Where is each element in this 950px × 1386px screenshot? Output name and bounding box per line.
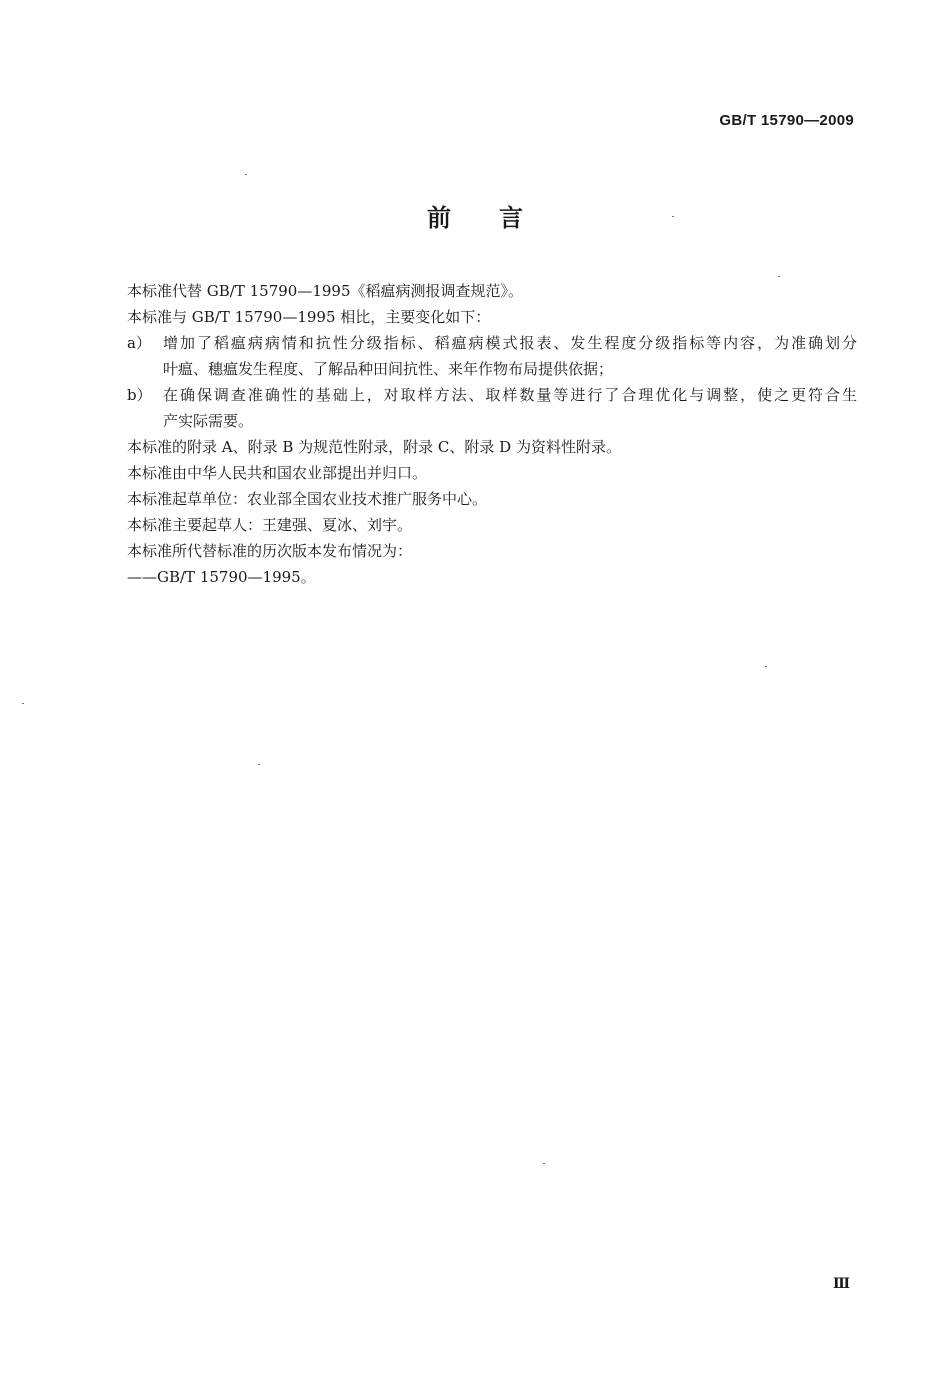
list-item-b-line-2: 产实际需要。: [163, 412, 254, 430]
paragraph-drafters: 本标准主要起草人：王建强、夏冰、刘宇。: [127, 516, 413, 534]
list-item-b: [127, 382, 857, 434]
scan-speck: [778, 276, 780, 277]
list-marker-b: b）: [127, 386, 152, 404]
paragraph-proposer: 本标准由中华人民共和国农业部提出并归口。: [127, 464, 428, 482]
scan-speck: [258, 764, 260, 765]
page-number: Ⅲ: [832, 1276, 850, 1292]
list-item-a-line-1: 增加了稻瘟病病情和抗性分级指标、稻瘟病模式报表、发生程度分级指标等内容，为准确划分: [163, 334, 857, 352]
foreword-body: [127, 278, 857, 590]
scan-speck: [672, 216, 674, 217]
list-item-a-line-2: 叶瘟、穗瘟发生程度、了解品种田间抗性、来年作物布局提供依据；: [163, 360, 614, 378]
standard-number: GB/T 15790—2009: [719, 112, 854, 129]
scan-speck: [543, 1163, 545, 1164]
paragraph-replaces: 本标准代替 GB/T 15790—1995《稻瘟病测报调查规范》。: [127, 282, 523, 300]
scan-speck: [22, 703, 24, 704]
paragraph-drafting-unit: 本标准起草单位：农业部全国农业技术推广服务中心。: [127, 490, 488, 508]
list-item-b-line-1: 在确保调查准确性的基础上，对取样方法、取样数量等进行了合理优化与调整，使之更符合生: [163, 386, 857, 404]
paragraph-history-item: ——GB/T 15790—1995。: [127, 568, 316, 586]
list-item-a: [127, 330, 857, 382]
paragraph-annexes: 本标准的附录 A、附录 B 为规范性附录，附录 C、附录 D 为资料性附录。: [127, 438, 621, 456]
list-marker-a: a）: [127, 334, 151, 352]
scan-speck: [765, 666, 767, 667]
paragraph-changes-intro: 本标准与 GB/T 15790—1995 相比，主要变化如下：: [127, 308, 491, 326]
paragraph-history-intro: 本标准所代替标准的历次版本发布情况为：: [127, 542, 413, 560]
page-title: 前言: [427, 204, 571, 232]
scan-speck: [245, 174, 247, 175]
